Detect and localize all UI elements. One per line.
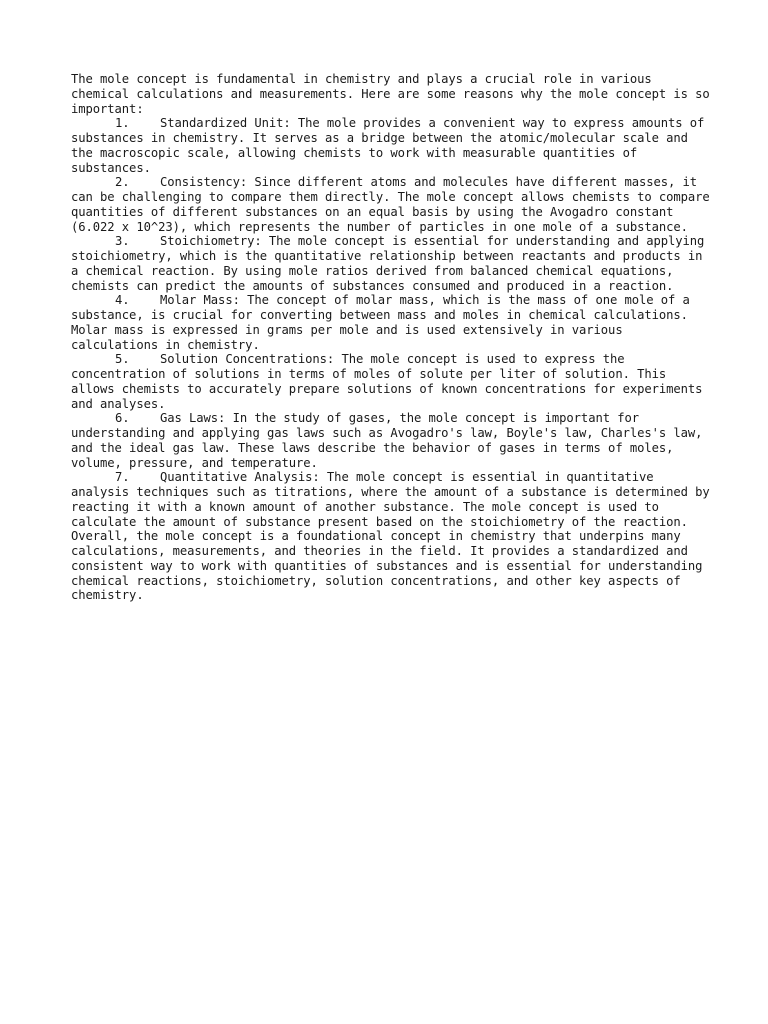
list-item-text: Solution Concentrations: The mole concept is used to express the concentration of solutions in terms of moles of solute per liter of solution. This allows chemists to accurately prepare solutions of known concentrations for experiments and analyses. [71,352,710,411]
list-item [71,116,711,175]
list-item-number: 3. [115,234,130,249]
conclusion-paragraph: Overall, the mole concept is a foundational concept in chemistry that underpins many calculations, measurements, and theories in the field. It provides a standardized and consistent way to work with quantities of substances and is essential for understanding chemical reactions, stoichiometry, solution concentrations, and other key aspects of chemistry. [71,529,710,603]
list-item-text: Molar Mass: The concept of molar mass, which is the mass of one mole of a substance, is crucial for converting between mass and moles in chemical calculations. Molar mass is expressed in grams per mole and is used extensively in various calculations in chemistry. [71,293,698,352]
list-item [71,470,717,529]
document-page [71,72,717,603]
list-item-number: 1. [115,116,130,131]
list-item-text: Consistency: Since different atoms and molecules have different masses, it can be challenging to compare them directly. The mole concept allows chemists to compare quantities of different substances on an equal basis by using the Avogadro constant (6.022 x 10^23), which represents the number of particles in one mole of a substance. [71,175,717,234]
list-item-number: 4. [115,293,130,308]
list-item [71,234,711,293]
list-item-text: Gas Laws: In the study of gases, the mole concept is important for understanding and applying gas laws such as Avogadro's law, Boyle's law, Charles's law, and the ideal gas law. These laws describe the behavior of gases in terms of moles, volume, pressure, and temperature. [71,411,710,470]
list-item [71,175,717,234]
list-item [71,352,711,411]
intro-paragraph: The mole concept is fundamental in chemistry and plays a crucial role in various chemical calculations and measurements. Here are some reasons why the mole concept is so important: [71,72,717,116]
list-item-number: 2. [115,175,130,190]
list-item-text: Stoichiometry: The mole concept is essential for understanding and applying stoichiometry, which is the quantitative relationship between reactants and products in a chemical reaction. By using mole ratios derived from balanced chemical equations, chemists can predict the amounts of substances consumed and produced in a reaction. [71,234,712,293]
list-item-number: 7. [115,470,130,485]
list-item-text: Standardized Unit: The mole provides a convenient way to express amounts of substances in chemistry. It serves as a bridge between the atomic/molecular scale and the macroscopic scale, allowing chemists to work with measurable quantities of substances. [71,116,712,175]
list-item-number: 6. [115,411,130,426]
list-item-number: 5. [115,352,130,367]
list-item [71,411,711,470]
list-item [71,293,711,352]
list-item-text: Quantitative Analysis: The mole concept is essential in quantitative analysis techniques such as titrations, where the amount of a substance is determined by reacting it with a known amount of another substance. The mole concept is used to calculate the amount of substance present based on the stoichiometry of the reaction. [71,470,717,529]
